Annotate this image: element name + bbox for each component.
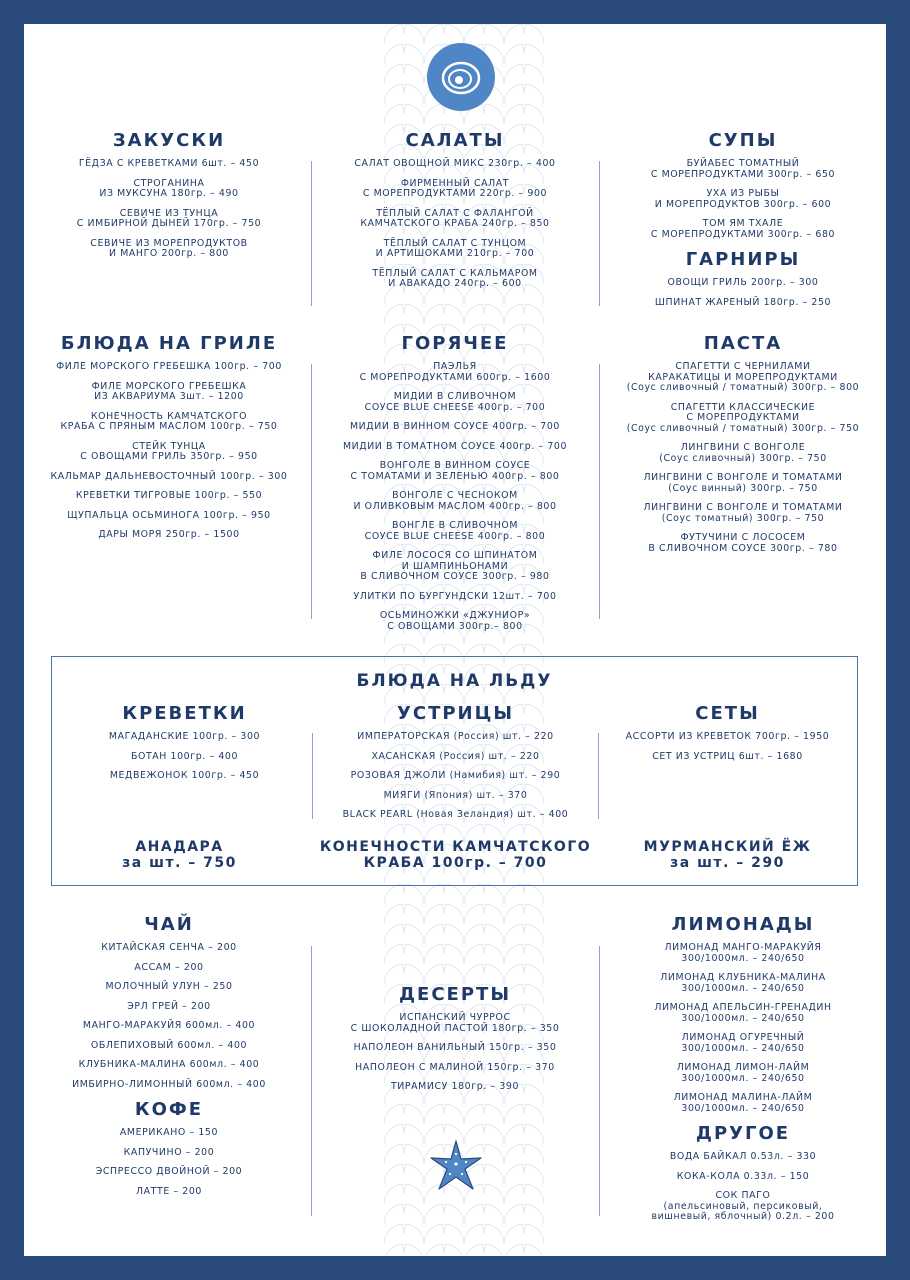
menu-item: ФИЛЕ ЛОСОСЯ СО ШПИНАТОМ И ШАМПИНЬОНАМИ В СЛИВОЧНОМ СОУСЕ 300гр. – 980 <box>360 550 550 582</box>
menu-item: ИСПАНСКИЙ ЧУРРОС С ШОКОЛАДНОЙ ПАСТОЙ 180гр. – 350 <box>350 1012 560 1034</box>
section-title: ПАСТА <box>703 333 783 354</box>
menu-item: ЭСПРЕССО ДВОЙНОЙ – 200 <box>95 1166 243 1177</box>
section-title: ГАРНИРЫ <box>685 249 801 270</box>
divider <box>599 364 600 619</box>
menu-item: ВОНГОЛЕ С ЧЕСНОКОМ И ОЛИВКОВЫМ МАСЛОМ 400гр. – 800 <box>353 490 557 512</box>
menu-item: ТЁПЛЫЙ САЛАТ С КАЛЬМАРОМ И АВАКАДО 240гр. – 600 <box>372 267 538 289</box>
menu-item: ДАРЫ МОРЯ 250гр. – 1500 <box>98 529 240 540</box>
menu-item: ТОМ ЯМ ТХАЛЕ С МОРЕПРОДУКТАМИ 300гр. – 680 <box>650 218 836 240</box>
menu-item: БОТАН 100гр. – 400 <box>130 750 239 762</box>
menu-item: НАПОЛЕОН ВАНИЛЬНЫЙ 150гр. – 350 <box>353 1042 557 1053</box>
section-title: ЧАЙ <box>144 914 194 935</box>
menu-item: МИДИИ В ТОМАТНОМ СОУСЕ 400гр. – 700 <box>342 440 568 452</box>
menu-item: ЛИМОНАД МАЛИНА-ЛАЙМ 300/1000мл. – 240/650 <box>673 1092 813 1114</box>
divider <box>311 364 312 619</box>
section-title: БЛЮДА НА ГРИЛЕ <box>60 333 278 354</box>
divider <box>311 946 312 1216</box>
menu-item: ФИРМЕННЫЙ САЛАТ С МОРЕПРОДУКТАМИ 220гр. – 900 <box>362 177 548 199</box>
menu-item: ФУТУЧИНИ С ЛОСОСЕМ В СЛИВОЧНОМ СОУСЕ 300гр. – 780 <box>648 532 838 554</box>
starfish-icon <box>428 1138 484 1194</box>
menu-item: КЛУБНИКА-МАЛИНА 600мл. – 400 <box>78 1059 260 1070</box>
menu-item: ГЁДЗА С КРЕВЕТКАМИ 6шт. – 450 <box>78 158 260 169</box>
menu-item: ЛАТТЕ – 200 <box>136 1185 202 1197</box>
anadara-item: АНАДАРА за шт. – 750 <box>122 839 237 871</box>
menu-item: СОК ПАГО (апельсиновый, персиковый, вишневый, яблочный) 0.2л. – 200 <box>651 1190 835 1222</box>
menu-item: BLACK PEARL (Новая Зеландия) шт. – 400 <box>342 809 569 820</box>
section-title: САЛАТЫ <box>405 130 505 151</box>
menu-item: ВОДА БАЙКАЛ 0.53л. – 330 <box>669 1151 817 1162</box>
menu-item: МАНГО-МАРАКУЙЯ 600мл. – 400 <box>82 1020 256 1031</box>
menu-item: КРЕВЕТКИ ТИГРОВЫЕ 100гр. – 550 <box>75 490 263 501</box>
ice-title: БЛЮДА НА ЛЬДУ <box>356 671 553 691</box>
section-zakuski <box>34 130 304 269</box>
menu-item: СЕВИЧЕ ИЗ МОРЕПРОДУКТОВ И МАНГО 200гр. – 800 <box>90 237 248 259</box>
section-ustritsy <box>322 703 589 830</box>
section-title: ГОРЯЧЕЕ <box>401 333 509 354</box>
section-krevetki <box>52 703 317 791</box>
section-title: ДРУГОЕ <box>695 1123 791 1144</box>
menu-item: ТЁПЛЫЙ САЛАТ С ТУНЦОМ И АРТИШОКАМИ 210гр. – 700 <box>375 237 535 259</box>
menu-item: РОЗОВАЯ ДЖОЛИ (Намибия) шт. – 290 <box>350 770 561 781</box>
menu-item: УЛИТКИ ПО БУРГУНДСКИ 12шт. – 700 <box>353 590 557 602</box>
menu-item: АМЕРИКАНО – 150 <box>119 1127 219 1138</box>
menu-item: ЭРЛ ГРЕЙ – 200 <box>127 1000 211 1012</box>
menu-sheet <box>24 24 886 1256</box>
menu-item: УХА ИЗ РЫБЫ И МОРЕПРОДУКТОВ 300гр. – 600 <box>654 188 832 210</box>
menu-item: ЛИНГВИНИ С ВОНГОЛЕ И ТОМАТАМИ (Соус томатный) 300гр. – 750 <box>643 502 843 524</box>
menu-item: КОКА-КОЛА 0.33л. – 150 <box>676 1170 810 1182</box>
menu-item: КАЛЬМАР ДАЛЬНЕВОСТОЧНЫЙ 100гр. – 300 <box>50 470 288 482</box>
divider <box>599 161 600 306</box>
menu-item: ТИРАМИСУ 180гр. – 390 <box>390 1081 520 1092</box>
menu-item: ВОНГОЛЕ В ВИННОМ СОУСЕ С ТОМАТАМИ И ЗЕЛЕНЬЮ 400гр. – 800 <box>350 460 560 482</box>
menu-item: СЕВИЧЕ ИЗ ТУНЦА С ИМБИРНОЙ ДЫНЕЙ 170гр. – 750 <box>76 207 262 229</box>
menu-item: ЩУПАЛЬЦА ОСЬМИНОГА 100гр. – 950 <box>67 509 271 521</box>
menu-item: ЛИМОНАД МАНГО-МАРАКУЙЯ 300/1000мл. – 240/650 <box>664 942 822 964</box>
menu-item: ИМПЕРАТОРСКАЯ (Россия) шт. – 220 <box>357 731 554 742</box>
section-title: КОФЕ <box>134 1099 204 1120</box>
menu-item: ЛИНГВИНИ С ВОНГОЛЕ И ТОМАТАМИ (Соус винный) 300гр. – 750 <box>643 472 843 494</box>
menu-item: ЛИМОНАД КЛУБНИКА-МАЛИНА 300/1000мл. – 240/650 <box>660 972 826 994</box>
menu-item: ЛИМОНАД ЛИМОН-ЛАЙМ 300/1000мл. – 240/650 <box>676 1062 810 1084</box>
divider <box>599 946 600 1216</box>
menu-item: ЛИМОНАД АПЕЛЬСИН-ГРЕНАДИН 300/1000мл. – 240/650 <box>654 1002 832 1024</box>
menu-item: ОБЛЕПИХОВЫЙ 600мл. – 400 <box>90 1039 248 1051</box>
menu-item: ОСЬМИНОЖКИ «ДЖУНИОР» С ОВОЩАМИ 300гр.– 800 <box>379 610 531 632</box>
section-gril <box>34 333 304 550</box>
menu-item: МОЛОЧНЫЙ УЛУН – 250 <box>105 981 233 992</box>
section-title: УСТРИЦЫ <box>397 703 514 724</box>
section-sety <box>600 703 855 771</box>
section-title: ЛИМОНАДЫ <box>671 914 815 935</box>
menu-item: КАПУЧИНО – 200 <box>123 1146 215 1158</box>
menu-item: САЛАТ ОВОЩНОЙ МИКС 230гр. – 400 <box>354 158 556 169</box>
crab-item: КОНЕЧНОСТИ КАМЧАТСКОГО КРАБА 100гр. – 700 <box>319 839 592 871</box>
menu-item: АССАМ – 200 <box>134 961 204 973</box>
menu-item: ТЁПЛЫЙ САЛАТ С ФАЛАНГОЙ КАМЧАТСКОГО КРАБА 240гр. – 850 <box>360 207 550 229</box>
section-pasta <box>608 333 878 563</box>
menu-item: СТРОГАНИНА ИЗ МУКСУНА 180гр. – 490 <box>99 177 239 199</box>
section-title: ДЕСЕРТЫ <box>399 984 511 1005</box>
menu-item: ЛИНГВИНИ С ВОНГОЛЕ (Соус сливочный) 300гр. – 750 <box>659 442 827 464</box>
menu-item: МИЯГИ (Япония) шт. – 370 <box>383 789 528 801</box>
section-limonady <box>608 914 878 1232</box>
menu-item: СТЕЙК ТУНЦА С ОВОЩАМИ ГРИЛЬ 350гр. – 950 <box>80 440 258 462</box>
section-title: СУПЫ <box>708 130 778 151</box>
section-supy <box>608 130 878 317</box>
section-title: СЕТЫ <box>695 703 760 724</box>
menu-item: МЕДВЕЖОНОК 100гр. – 450 <box>109 770 260 781</box>
divider <box>312 733 313 819</box>
menu-item: СЕТ ИЗ УСТРИЦ 6шт. – 1680 <box>652 750 803 762</box>
urchin-item: МУРМАНСКИЙ ЁЖ за шт. – 290 <box>643 839 812 871</box>
menu-item: КОНЕЧНОСТЬ КАМЧАТСКОГО КРАБА С ПРЯНЫМ МАСЛОМ 100гр. – 750 <box>60 410 278 432</box>
menu-item: ПАЭЛЬЯ С МОРЕПРОДУКТАМИ 600гр. – 1600 <box>359 361 551 383</box>
oyster-logo-icon <box>427 43 495 111</box>
menu-item: ФИЛЕ МОРСКОГО ГРЕБЕШКА ИЗ АКВАРИУМА 3шт. – 1200 <box>91 380 247 402</box>
menu-item: ВОНГЛЕ В СЛИВОЧНОМ СОУСЕ BLUE CHEESE 400гр. – 800 <box>364 520 546 542</box>
section-title: ЗАКУСКИ <box>112 130 226 151</box>
menu-item: ИМБИРНО-ЛИМОННЫЙ 600мл. – 400 <box>72 1078 266 1090</box>
menu-item: ШПИНАТ ЖАРЕНЫЙ 180гр. – 250 <box>654 296 832 308</box>
menu-item: МАГАДАНСКИЕ 100гр. – 300 <box>108 731 261 742</box>
menu-item: ОВОЩИ ГРИЛЬ 200гр. – 300 <box>667 277 819 288</box>
menu-item: СПАГЕТТИ КЛАССИЧЕСКИЕ С МОРЕПРОДУКТАМИ (Соус сливочный / томатный) 300гр. – 750 <box>626 401 860 434</box>
menu-item: БУЙАБЕС ТОМАТНЫЙ С МОРЕПРОДУКТАМИ 300гр. – 650 <box>650 158 836 180</box>
divider <box>598 733 599 819</box>
menu-item: АССОРТИ ИЗ КРЕВЕТОК 700гр. – 1950 <box>625 731 830 742</box>
section-chai <box>34 914 304 1206</box>
menu-item: ФИЛЕ МОРСКОГО ГРЕБЕШКА 100гр. – 700 <box>56 361 282 372</box>
section-title: КРЕВЕТКИ <box>122 703 247 724</box>
menu-item: МИДИИ В ВИННОМ СОУСЕ 400гр. – 700 <box>349 421 560 432</box>
divider <box>311 161 312 306</box>
menu-item: МИДИИ В СЛИВОЧНОМ СОУСЕ BLUE CHEESE 400гр. – 700 <box>364 391 546 413</box>
section-salaty <box>320 130 590 299</box>
menu-item: ЛИМОНАД ОГУРЕЧНЫЙ 300/1000мл. – 240/650 <box>681 1032 805 1054</box>
menu-item: ХАСАНСКАЯ (Россия) шт. – 220 <box>371 750 540 762</box>
ice-dishes-box <box>51 656 858 886</box>
menu-item: СПАГЕТТИ С ЧЕРНИЛАМИ КАРАКАТИЦЫ И МОРЕПРОДУКТАМИ (Соус сливочный / томатный) 300гр. – 800 <box>626 361 860 393</box>
section-deserty <box>320 984 590 1102</box>
menu-item: НАПОЛЕОН С МАЛИНОЙ 150гр. – 370 <box>355 1061 555 1073</box>
menu-item: КИТАЙСКАЯ СЕНЧА – 200 <box>101 942 237 953</box>
section-goryachee <box>320 333 590 641</box>
